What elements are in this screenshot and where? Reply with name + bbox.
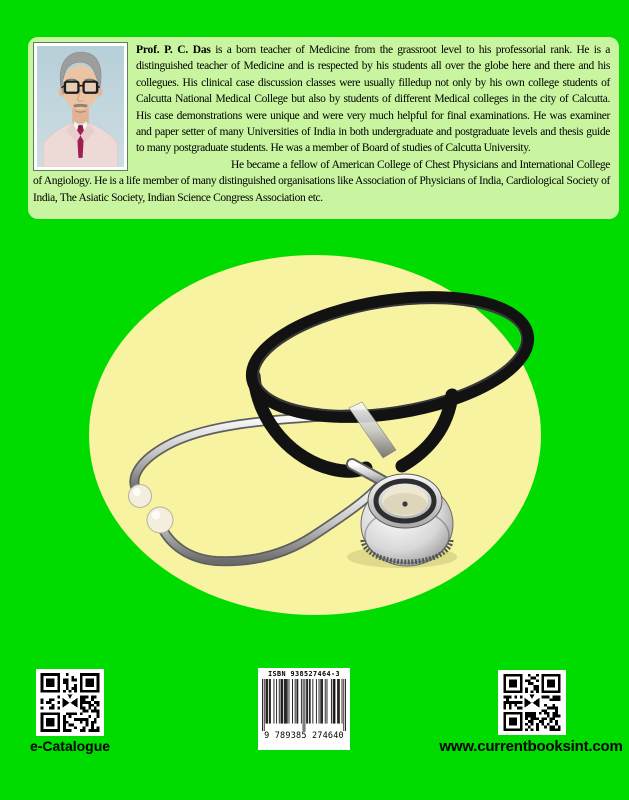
portrait-illustration bbox=[37, 46, 124, 167]
website-qr-code bbox=[498, 670, 566, 735]
barcode-digits: 9 789385 274640 bbox=[264, 731, 344, 741]
bio-paragraph-1-text: is a born teacher of Medicine from the grassroot level to his professorial rank. He is a distinguished teacher of Medicine and is respected by his students all over the globe here and there and his collegues. His clinical case discussion classes were usually filledup not only by his own college students of Calcutta National Medical College but also by students of different Medical colleges in the city of Calcutta. His case demonstrations were unique and were very much helpful for final examinations. He was examiner and paper setter of many Universities of India in both undergraduate and postgraduate levels and thesis guide to many postgraduate students. He was a member of Board of studies of Calcutta University. bbox=[136, 44, 610, 155]
barcode-bars-icon bbox=[262, 679, 346, 731]
ecatalogue-qr-code bbox=[36, 669, 104, 736]
portrait-photo bbox=[33, 42, 128, 171]
isbn-text: ISBN 938527464-3 bbox=[268, 670, 340, 678]
bio-lead-name: Prof. P. C. Das bbox=[136, 44, 211, 56]
ecatalogue-label: e-Catalogue bbox=[29, 738, 111, 754]
bio-paragraph-2: He became a fellow of American College of Chest Physicians and International College of Angiology. He is a life member of many distinguished organisations like Association of Physicians of India, Cardiological Society of India, The Asiatic Society, Indian Science Congress Association etc. bbox=[33, 158, 610, 204]
qr-pattern-icon bbox=[502, 674, 562, 731]
isbn-barcode bbox=[258, 668, 350, 750]
qr-pattern-icon bbox=[40, 673, 100, 732]
website-url: www.currentbooksint.com bbox=[439, 738, 623, 755]
bio-panel bbox=[28, 37, 619, 219]
stethoscope-art-ellipse bbox=[89, 255, 541, 615]
